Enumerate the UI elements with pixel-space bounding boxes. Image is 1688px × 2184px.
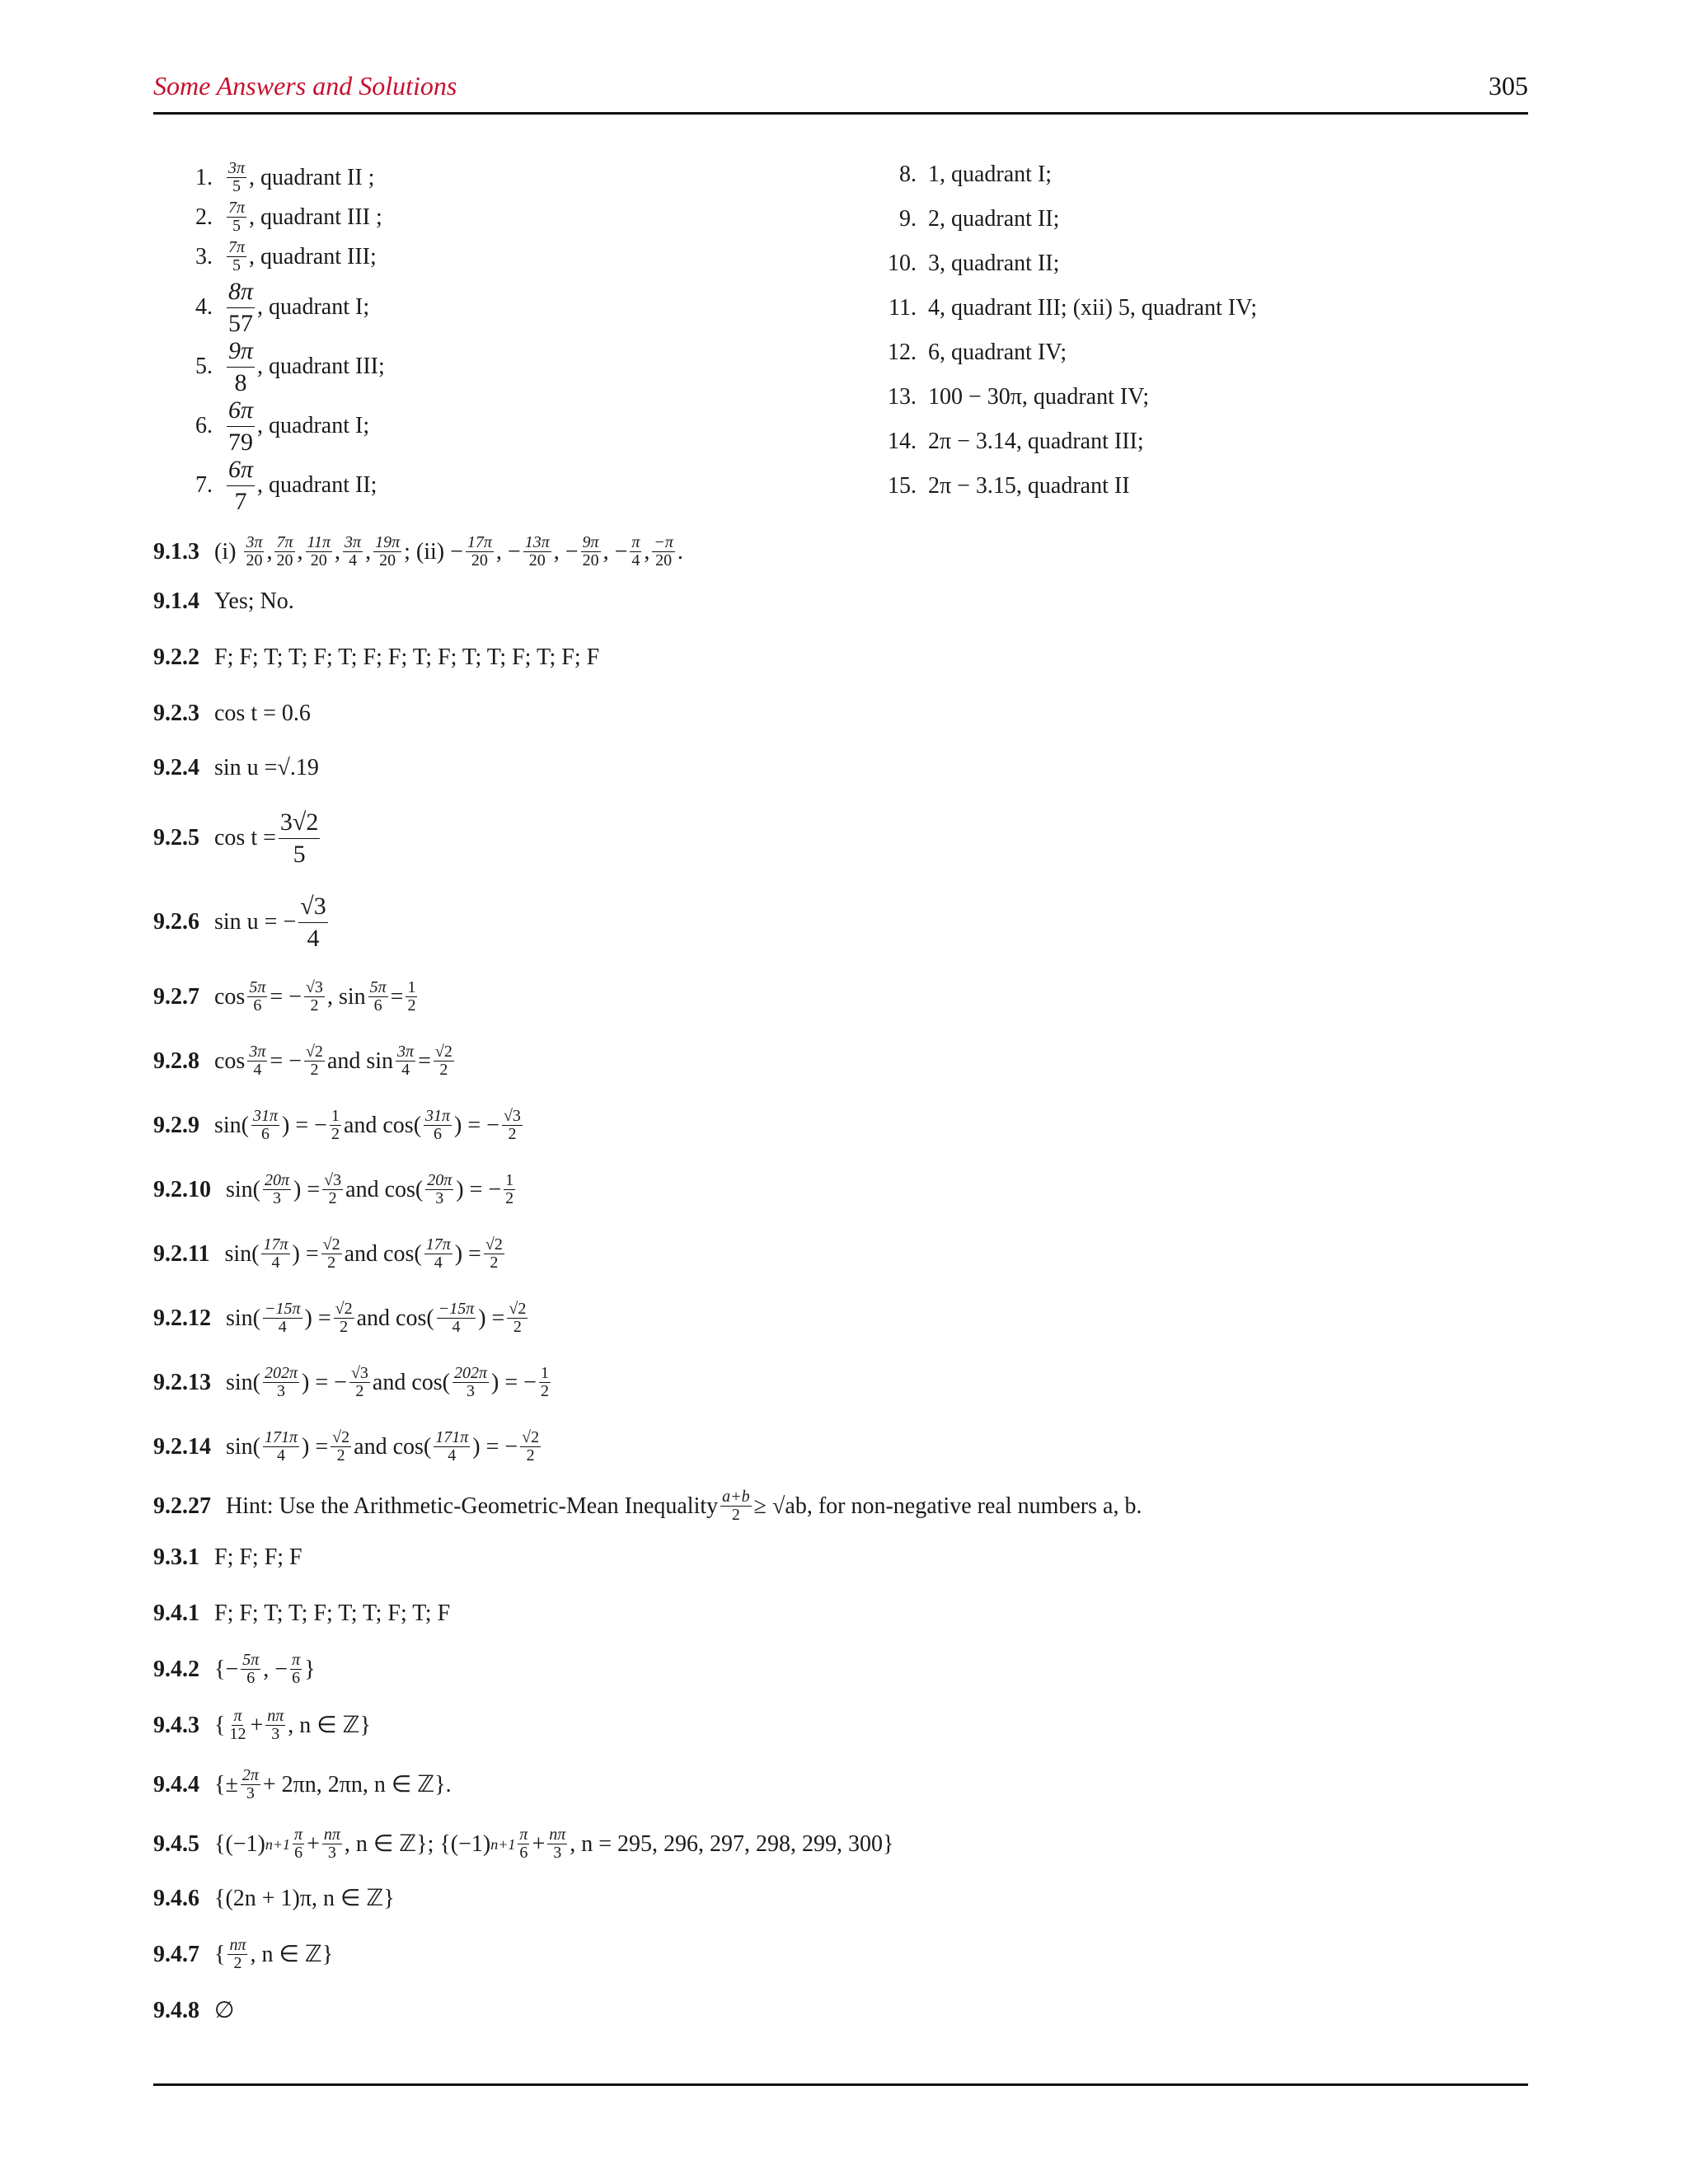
answer-9-4-7: 9.4.7 { $\frac{n\pi}{2}$ , n ∈ ℤ}	[153, 1936, 334, 1972]
list-item: 13. 100 − 30π, quadrant IV;	[888, 384, 1150, 410]
answer-9-2-11: 9.2.11 sin( $\frac{17\pi}{4}$ ) = $\frac{√2}{2}$ and cos( $\frac{17\pi}{4}$ ) = $\frac{√2}{2}$	[153, 1235, 503, 1272]
list-item: 9. 2, quadrant II;	[899, 206, 1060, 232]
list-item: 5. $\frac{9\pi}{8}$ , quadrant III;	[195, 337, 385, 396]
answer-9-4-5: 9.4.5 {(−1) n+1 $\frac{\pi}{6}$ + $\frac{n\pi}{3}$ , n ∈ ℤ}; {(−1) n+1 $\frac{\pi}{6}$ + $\frac{n\pi}{3}$ , n = 295, 296, 297, 298, 299, 300}	[153, 1825, 894, 1862]
list-item: 14. 2π − 3.14, quadrant III;	[888, 429, 1144, 454]
answer-9-2-13: 9.2.13 sin( $\frac{202\pi}{3}$ ) = − $\frac{√3}{2}$ and cos( $\frac{202\pi}{3}$ ) = − $\frac{1}{2}$	[153, 1364, 549, 1400]
list-item: 12. 6, quadrant IV;	[888, 340, 1067, 365]
answer-9-1-3: 9.1.3 (i) $\frac{3\pi}{20}$ , $\frac{7\pi}{20}$ , $\frac{11\pi}{20}$ , $\frac{3\pi}{4}$ , $\frac{19\pi}{20}$ ; (ii) − $\frac{17\pi}{20}$ , − $\frac{13\pi}{20}$ , − $\frac{9\pi}{20}$ , − $\frac{\pi}{4}$ , $\frac{-\pi}{20}$ .	[153, 533, 683, 569]
list-item: 3. $\frac{7\pi}{5}$ , quadrant III;	[195, 238, 377, 274]
footer-rule	[153, 2083, 1528, 2086]
page-header	[153, 68, 1528, 115]
answer-9-1-4: 9.1.4 Yes; No.	[153, 588, 294, 614]
answer-9-4-2: 9.4.2 {− $\frac{5\pi}{6}$ , − $\frac{\pi}{6}$ }	[153, 1651, 316, 1687]
answer-9-4-4: 9.4.4 {± $\frac{2\pi}{3}$ + 2πn, 2πn, n ∈ ℤ}.	[153, 1766, 452, 1802]
list-item: 10. 3, quadrant II;	[888, 251, 1060, 276]
answer-9-4-6: 9.4.6 {(2n + 1)π, n ∈ ℤ}	[153, 1886, 395, 1911]
list-item: 6. $\frac{6\pi}{79}$ , quadrant I;	[195, 396, 370, 456]
answer-9-2-10: 9.2.10 sin( $\frac{20\pi}{3}$ ) = $\frac{√3}{2}$ and cos( $\frac{20\pi}{3}$ ) = − $\frac{1}{2}$	[153, 1171, 514, 1207]
answer-9-2-8: 9.2.8 cos $\frac{3\pi}{4}$ = − $\frac{√2}{2}$ and sin $\frac{3\pi}{4}$ = $\frac{√2}{2}$	[153, 1043, 452, 1079]
list-item: 8. 1, quadrant I;	[899, 162, 1053, 187]
answer-9-2-6: 9.2.6 sin u = − $\frac{√3}{4}$	[153, 893, 326, 952]
header-title: Some Answers and Solutions	[153, 71, 457, 101]
answer-9-4-8: 9.4.8 ∅	[153, 1998, 235, 2023]
list-item: 7. $\frac{6\pi}{7}$ , quadrant II;	[195, 456, 377, 515]
answer-9-2-9: 9.2.9 sin( $\frac{31\pi}{6}$ ) = − $\frac{1}{2}$ and cos( $\frac{31\pi}{6}$ ) = − $\frac{√3}{2}$	[153, 1107, 521, 1143]
answer-9-2-4: 9.2.4 sin u = √.19	[153, 755, 319, 780]
page-number: 305	[1489, 71, 1528, 101]
answer-9-2-2: 9.2.2 F; F; T; T; F; T; F; F; T; F; T; T; F; T; F; F	[153, 644, 600, 670]
list-item: 2. $\frac{7\pi}{5}$ , quadrant III ;	[195, 199, 382, 235]
answer-9-2-27: 9.2.27 Hint: Use the Arithmetic-Geometric-Mean Inequality $\frac{a+b}{2}$ ≥ √ab, for non-negative real numbers a, b.	[153, 1488, 1142, 1524]
answer-9-2-3: 9.2.3 cos t = 0.6	[153, 701, 311, 726]
list-item: 11. 4, quadrant III; (xii) 5, quadrant IV;	[889, 295, 1258, 321]
answer-9-2-7: 9.2.7 cos $\frac{5\pi}{6}$ = − $\frac{√3}{2}$ , sin $\frac{5\pi}{6}$ = $\frac{1}{2}$	[153, 978, 416, 1015]
answer-9-2-12: 9.2.12 sin( $\frac{-15\pi}{4}$ ) = $\frac{√2}{2}$ and cos( $\frac{-15\pi}{4}$ ) = $\frac{√2}{2}$	[153, 1300, 527, 1336]
list-item: 15. 2π − 3.15, quadrant II	[888, 473, 1130, 499]
list-item: 1. $\frac{3\pi}{5}$ , quadrant II ;	[195, 159, 375, 195]
answer-9-2-5: 9.2.5 cos t = $\frac{3√2}{5}$	[153, 808, 319, 868]
answer-9-2-14: 9.2.14 sin( $\frac{171\pi}{4}$ ) = $\frac{√2}{2}$ and cos( $\frac{171\pi}{4}$ ) = − $\frac{√2}{2}$	[153, 1428, 540, 1465]
list-item: 4. $\frac{8\pi}{57}$ , quadrant I;	[195, 278, 370, 337]
answer-9-3-1: 9.3.1 F; F; F; F	[153, 1544, 302, 1570]
answer-9-4-3: 9.4.3 { $\frac{\pi}{12}$ + $\frac{n\pi}{3}$ , n ∈ ℤ}	[153, 1707, 371, 1743]
answer-9-4-1: 9.4.1 F; F; T; T; F; T; T; F; T; F	[153, 1601, 451, 1626]
